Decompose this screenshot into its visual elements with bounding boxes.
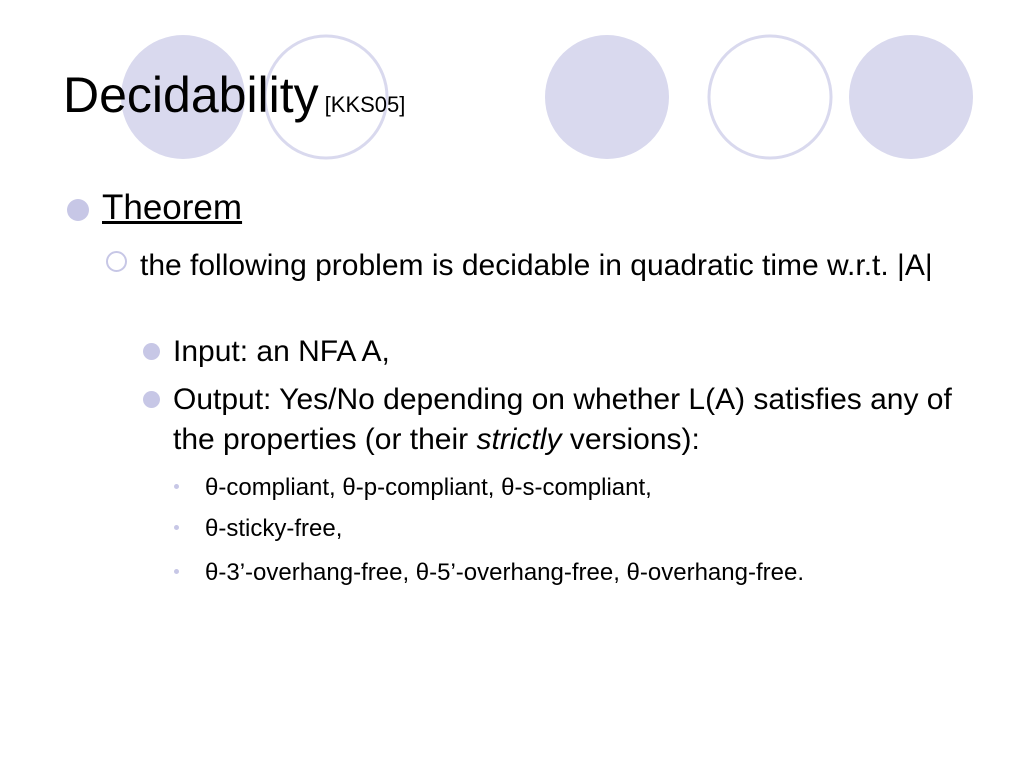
decor-circle-ring <box>709 36 831 158</box>
output-text: Output: Yes/No depending on whether L(A) satisfies any of the properties (or their <box>173 383 952 456</box>
decor-circle-filled <box>545 35 669 159</box>
property-item: θ-compliant, θ-p-compliant, θ-s-compliant, <box>205 474 652 501</box>
title-citation: [KKS05] <box>324 92 406 117</box>
output-emphasis: strictly <box>476 423 562 456</box>
input-item: Input: an NFA A, <box>173 335 390 368</box>
bullet-dot-icon <box>174 525 179 530</box>
bullet-filled-icon <box>67 199 89 221</box>
bullet-filled-icon <box>143 343 160 360</box>
property-item: θ-3’-overhang-free, θ-5’-overhang-free, θ-overhang-free. <box>205 559 804 586</box>
decor-circle-filled <box>849 35 973 159</box>
title-text: Decidability <box>63 67 319 123</box>
property-item: θ-sticky-free, <box>205 515 343 542</box>
bullet-dot-icon <box>174 484 179 489</box>
bullet-ring-icon <box>106 251 127 272</box>
output-item <box>173 380 993 460</box>
bullet-dot-icon <box>174 569 179 574</box>
slide-title <box>63 66 405 124</box>
bullet-filled-icon <box>143 391 160 408</box>
theorem-heading: Theorem <box>102 188 243 227</box>
output-text-end: versions): <box>561 423 700 456</box>
theorem-statement: the following problem is decidable in quadratic time w.r.t. |A| <box>140 249 933 282</box>
